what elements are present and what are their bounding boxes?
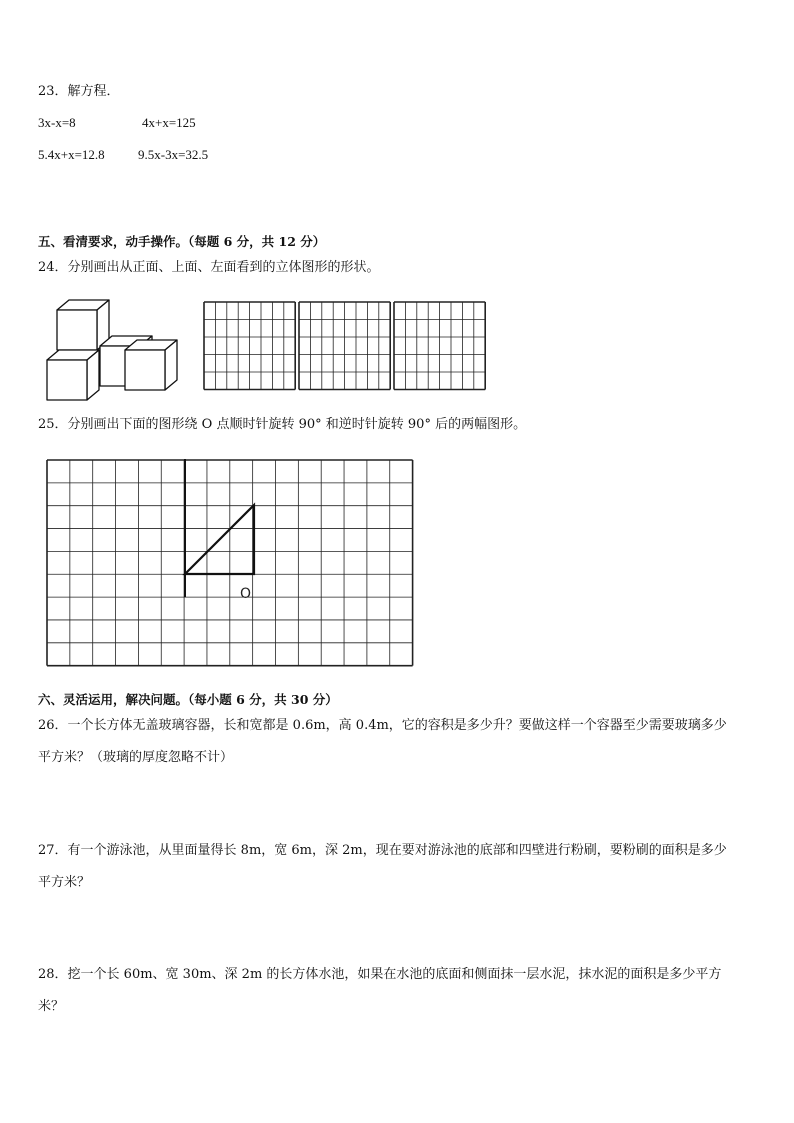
q27-line1: 27．有一个游泳池，从里面量得长 8m，宽 6m，深 2m，现在要对游泳池的底部和四壁进行粉刷，要粉刷的面积是多少 (38, 843, 727, 858)
q26-line2: 平方米？（玻璃的厚度忽略不计） (38, 750, 234, 765)
q25-grid (46, 459, 413, 666)
q27-line2: 平方米？ (38, 875, 91, 890)
q23-label: 23．解方程． (38, 84, 120, 99)
rotation-grid (47, 460, 413, 666)
equation-1: 3x-x=8 (38, 115, 76, 130)
q28-line2: 米？ (38, 999, 65, 1014)
triangle-figure (185, 459, 254, 597)
q24-grids (203, 301, 487, 391)
view-grid-1 (204, 302, 295, 390)
q25-text: 25．分别画出下面的图形绕 O 点顺时针旋转 90° 和逆时针旋转 90° 后的两幅图形。 (38, 417, 527, 432)
q24-text: 24．分别画出从正面、上面、左面看到的立体图形的形状。 (38, 260, 380, 275)
q26-line1: 26．一个长方体无盖玻璃容器，长和宽都是 0.6m，高 0.4m，它的容积是多少升？要做这样一个容器至少需要玻璃多少 (38, 718, 727, 733)
point-o-label: O (240, 586, 252, 602)
section-5-heading: 五、看清要求，动手操作。（每题 6 分，共 12 分） (38, 234, 326, 249)
cube-figure (45, 298, 195, 402)
equation-4: 9.5x-3x=32.5 (138, 147, 209, 162)
equation-2: 4x+x=125 (142, 115, 196, 130)
view-grid-2 (299, 302, 390, 390)
q28-line1: 28．挖一个长 60m、宽 30m、深 2m 的长方体水池，如果在水池的底面和侧面抹一层水泥，抹水泥的面积是多少平方 (38, 967, 722, 982)
equation-3: 5.4x+x=12.8 (38, 147, 105, 162)
view-grid-3 (394, 302, 485, 390)
section-6-heading: 六、灵活运用，解决问题。（每小题 6 分，共 30 分） (38, 692, 338, 707)
